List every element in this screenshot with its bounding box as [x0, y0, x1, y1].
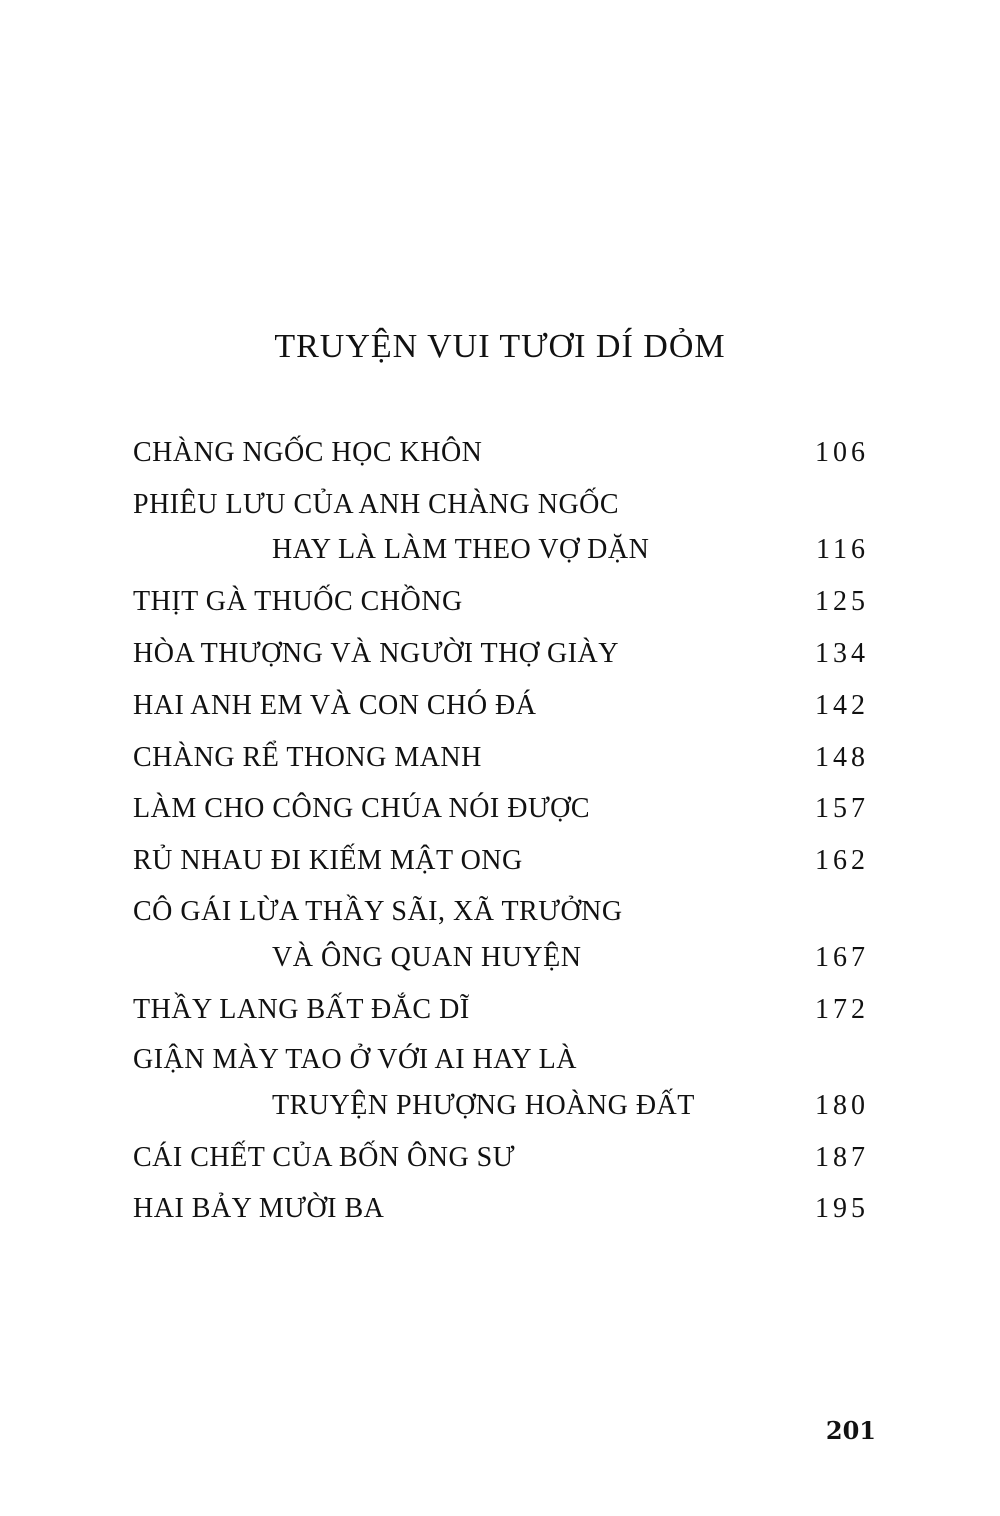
toc-entry-page: 195 — [815, 1193, 869, 1224]
toc-entry-page: 167 — [815, 942, 869, 973]
toc-entry-title: CHÀNG NGỐC HỌC KHÔN — [133, 437, 483, 468]
toc-entry-title: PHIÊU LƯU CỦA ANH CHÀNG NGỐC — [133, 489, 620, 520]
toc-entry-page: 142 — [815, 690, 869, 721]
section-title: TRUYỆN VUI TƯƠI DÍ DỎM — [274, 328, 726, 365]
toc-entry-title: CÔ GÁI LỪA THẦY SÃI, XÃ TRƯỞNG — [133, 896, 623, 927]
toc-entry-page: 157 — [815, 793, 869, 824]
toc-entry-page: 125 — [815, 586, 869, 617]
toc-entry-title-continued: TRUYỆN PHƯỢNG HOÀNG ĐẤT — [272, 1090, 695, 1121]
toc-entry-page: 180 — [815, 1090, 869, 1121]
toc-entry-title: GIẬN MÀY TAO Ở VỚI AI HAY LÀ — [133, 1044, 577, 1075]
toc-entry-title: HAI ANH EM VÀ CON CHÓ ĐÁ — [133, 690, 537, 721]
toc-entry-title: HAI BẢY MƯỜI BA — [133, 1193, 385, 1224]
toc-entry-title: RỦ NHAU ĐI KIẾM MẬT ONG — [133, 845, 523, 876]
toc-entry-page: 116 — [816, 534, 869, 565]
page-number: 201 — [825, 1416, 876, 1445]
toc-entry-page: 106 — [815, 437, 869, 468]
toc-entry-title: THỊT GÀ THUỐC CHỒNG — [133, 586, 463, 617]
toc-entry-title-continued: HAY LÀ LÀM THEO VỢ DẶN — [272, 534, 650, 565]
toc-entry-title: CÁI CHẾT CỦA BỐN ÔNG SƯ — [133, 1142, 515, 1173]
toc-entry-page: 162 — [815, 845, 869, 876]
toc-entry-page: 134 — [815, 638, 869, 669]
toc-entry-title: LÀM CHO CÔNG CHÚA NÓI ĐƯỢC — [133, 793, 591, 824]
toc-entry-title: CHÀNG RỂ THONG MANH — [133, 742, 482, 773]
toc-entry-title: THẦY LANG BẤT ĐẮC DĨ — [133, 994, 470, 1025]
toc-entry-title-continued: VÀ ÔNG QUAN HUYỆN — [272, 942, 582, 973]
toc-entry-page: 172 — [815, 994, 869, 1025]
toc-entry-page: 148 — [815, 742, 869, 773]
toc-entry-page: 187 — [815, 1142, 869, 1173]
toc-entry-title: HÒA THƯỢNG VÀ NGƯỜI THỢ GIÀY — [133, 638, 619, 669]
